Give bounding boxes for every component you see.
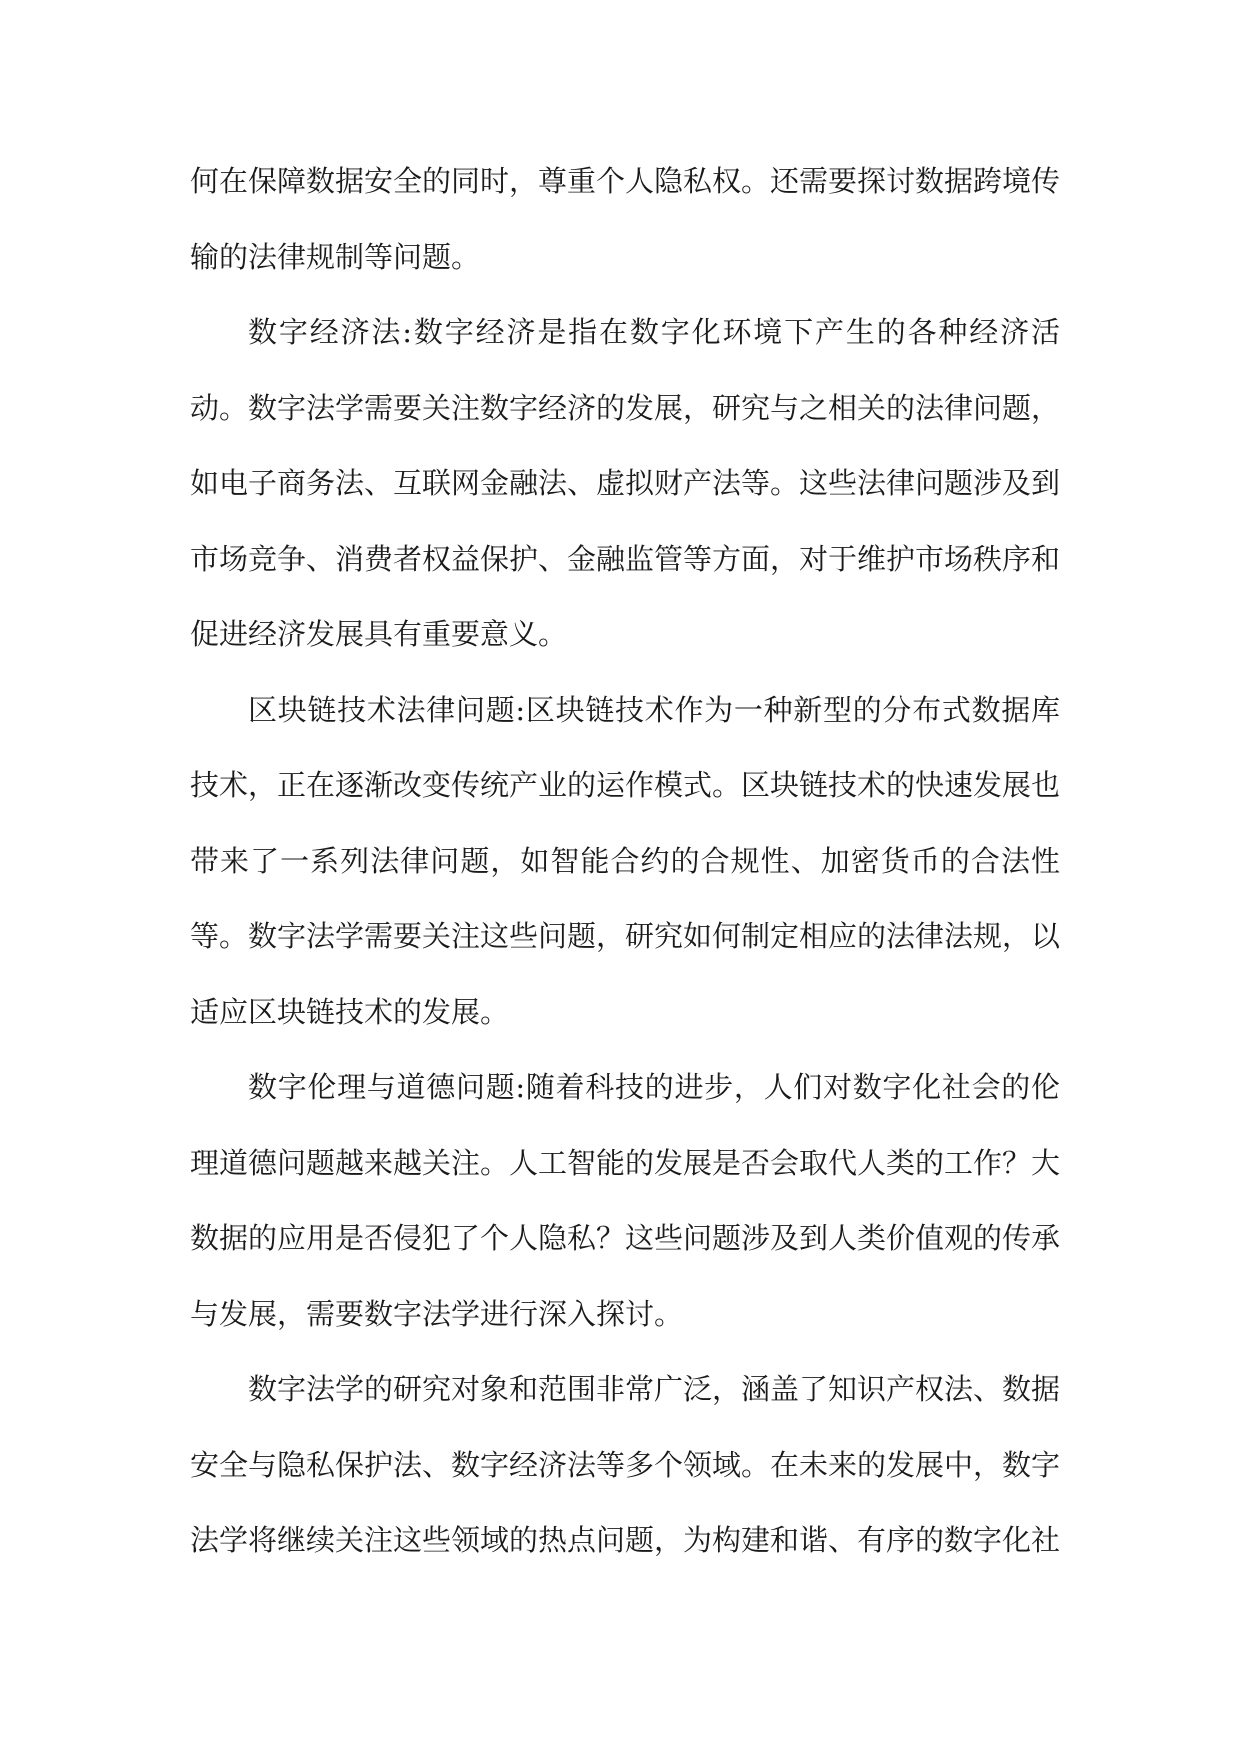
body-text bbox=[190, 144, 1060, 1579]
paragraph-data-security-continued: 何在保障数据安全的同时，尊重个人隐私权。还需要探讨数据跨境传输的法律规制等问题。 bbox=[190, 164, 1061, 274]
paragraph-digital-economy-law: 数字经济法:数字经济是指在数字化环境下产生的各种经济活动。数字法学需要关注数字经济的发展，研究与之相关的法律问题，如电子商务法、互联网金融法、虚拟财产法等。这些法律问题涉及到市场竞争、消费者权益保护、金融监管等方面，对于维护市场秩序和促进经济发展具有重要意义。 bbox=[190, 315, 1061, 651]
paragraph-digital-ethics: 数字伦理与道德问题:随着科技的进步，人们对数字化社会的伦理道德问题越来越关注。人工智能的发展是否会取代人类的工作？大数据的应用是否侵犯了个人隐私？这些问题涉及到人类价值观的传承与发展，需要数字法学进行深入探讨。 bbox=[190, 1070, 1061, 1331]
paragraph-blockchain-legal-issues: 区块链技术法律问题:区块链技术作为一种新型的分布式数据库技术，正在逐渐改变传统产业的运作模式。区块链技术的快速发展也带来了一系列法律问题，如智能合约的合规性、加密货币的合法性等。数字法学需要关注这些问题，研究如何制定相应的法律法规，以适应区块链技术的发展。 bbox=[190, 692, 1061, 1029]
paragraph-scope-summary: 数字法学的研究对象和范围非常广泛，涵盖了知识产权法、数据安全与隐私保护法、数字经济法等多个领域。在未来的发展中，数字法学将继续关注这些领域的热点问题，为构建和谐、有序的数字化社 bbox=[190, 1372, 1061, 1557]
